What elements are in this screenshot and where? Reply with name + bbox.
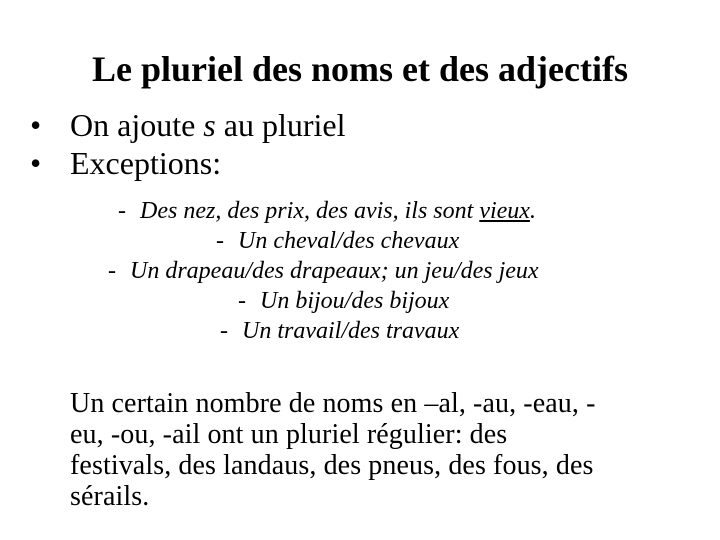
exception-item: - Un cheval/des chevaux	[216, 228, 460, 254]
exception-list	[0, 196, 720, 346]
dash-icon: -	[118, 198, 126, 224]
paragraph-line: Un certain nombre de noms en –al, -au, -eau, -	[70, 388, 596, 419]
dash-icon: -	[108, 258, 116, 284]
dash-icon: -	[216, 228, 224, 254]
exception-item: - Un travail/des travaux	[220, 318, 460, 344]
bullet-emphasis: s	[203, 107, 216, 143]
exception-item: - Des nez, des prix, des avis, ils sont vieux.	[118, 198, 536, 224]
dash-icon: -	[220, 318, 228, 344]
slide-title: Le pluriel des noms et des adjectifs	[92, 49, 628, 89]
dash-icon: -	[238, 288, 246, 314]
bullet-text: On ajoute s au pluriel	[70, 107, 346, 143]
bullet-text: Exceptions:	[70, 145, 222, 181]
bullet-dot-icon: •	[30, 107, 42, 143]
paragraph-line: eu, -ou, -ail ont un pluriel régulier: des	[70, 419, 508, 450]
underlined-word: vieux	[479, 198, 530, 224]
bullet-list	[30, 106, 690, 182]
exception-item: - Un bijou/des bijoux	[238, 288, 450, 314]
exception-item: - Un drapeau/des drapeaux; un jeu/des jeux	[108, 258, 539, 284]
regular-plural-paragraph	[70, 388, 680, 512]
bullet-dot-icon: •	[30, 145, 42, 181]
bullet-item	[30, 106, 690, 144]
bullet-item	[30, 144, 690, 182]
paragraph-line: festivals, des landaus, des pneus, des fous, des	[70, 450, 594, 481]
paragraph-line: sérails.	[70, 481, 150, 512]
